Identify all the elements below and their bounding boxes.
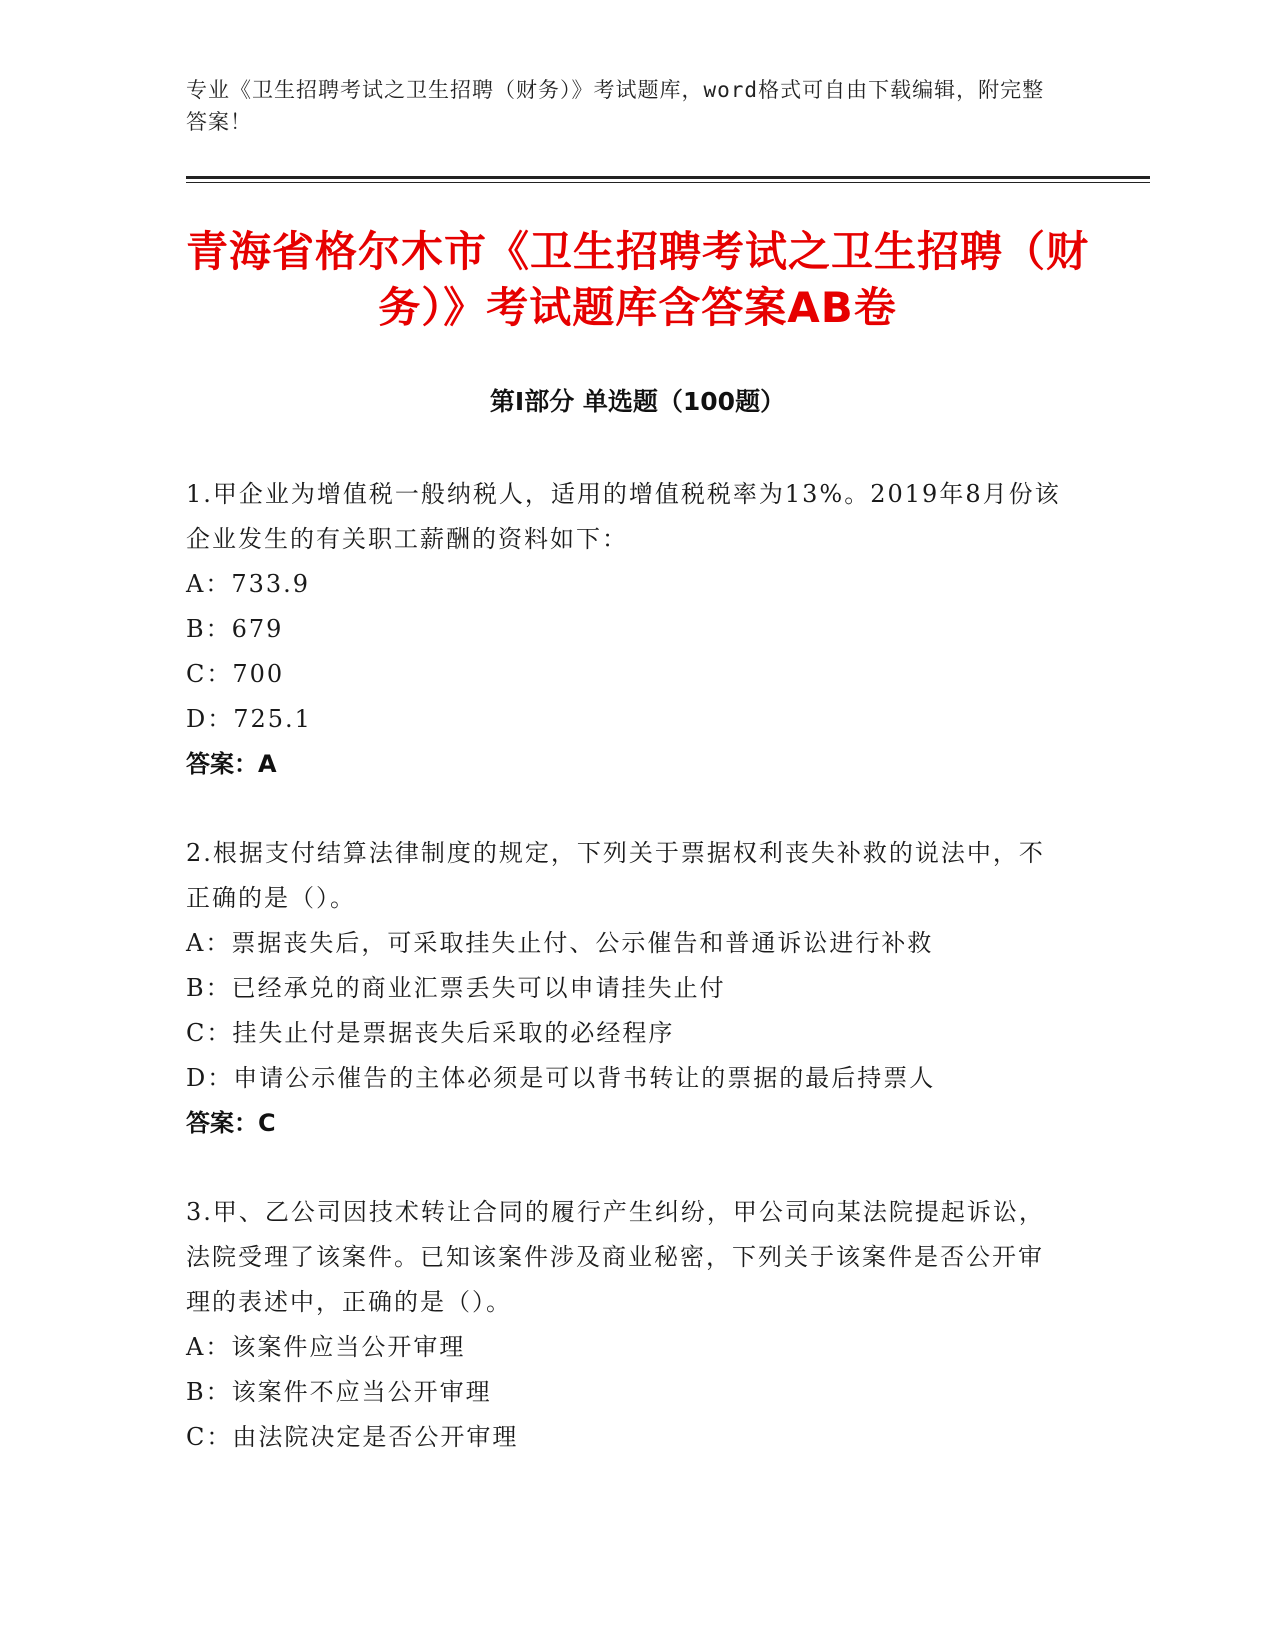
question-answer: 答案：C (186, 1109, 276, 1137)
question-option-a: A：733.9 (186, 570, 311, 598)
question-option-a: A：该案件应当公开审理 (186, 1333, 466, 1361)
question-stem: 2.根据支付结算法律制度的规定，下列关于票据权利丧失补救的说法中，不正确的是（）。 (186, 839, 1045, 912)
question-item (186, 1190, 1066, 1460)
question-option-b: B：已经承兑的商业汇票丢失可以申请挂失止付 (186, 974, 726, 1002)
header-divider-thin (186, 182, 1150, 183)
question-option-d: D：725.1 (186, 705, 312, 733)
document-title: 青海省格尔木市《卫生招聘考试之卫生招聘（财务）》考试题库含答案AB卷 (185, 227, 1089, 332)
question-option-c: C：由法院决定是否公开审理 (186, 1423, 519, 1451)
question-item (186, 831, 1066, 1146)
question-item (186, 472, 1066, 787)
question-list (186, 472, 1066, 1504)
question-option-d: D：申请公示催告的主体必须是可以背书转让的票据的最后持票人 (186, 1064, 936, 1092)
question-option-b: B：该案件不应当公开审理 (186, 1378, 492, 1406)
question-stem: 1.甲企业为增值税一般纳税人，适用的增值税税率为13%。2019年8月份该企业发生的有关职工薪酬的资料如下： (186, 480, 1061, 553)
question-answer: 答案：A (186, 750, 277, 778)
question-option-b: B：679 (186, 615, 284, 643)
section-title: 第Ⅰ部分 单选题（100题） (489, 387, 786, 416)
question-option-a: A：票据丧失后，可采取挂失止付、公示催告和普通诉讼进行补救 (186, 929, 934, 957)
question-option-c: C：700 (186, 660, 285, 688)
question-option-c: C：挂失止付是票据丧失后采取的必经程序 (186, 1019, 675, 1047)
header-note: 专业《卫生招聘考试之卫生招聘（财务）》考试题库，word格式可自由下载编辑，附完整答案！ (186, 78, 1045, 134)
header-divider-thick (186, 176, 1150, 179)
question-stem: 3.甲、乙公司因技术转让合同的履行产生纠纷，甲公司向某法院提起诉讼，法院受理了该案件。已知该案件涉及商业秘密，下列关于该案件是否公开审理的表述中，正确的是（）。 (186, 1198, 1045, 1316)
